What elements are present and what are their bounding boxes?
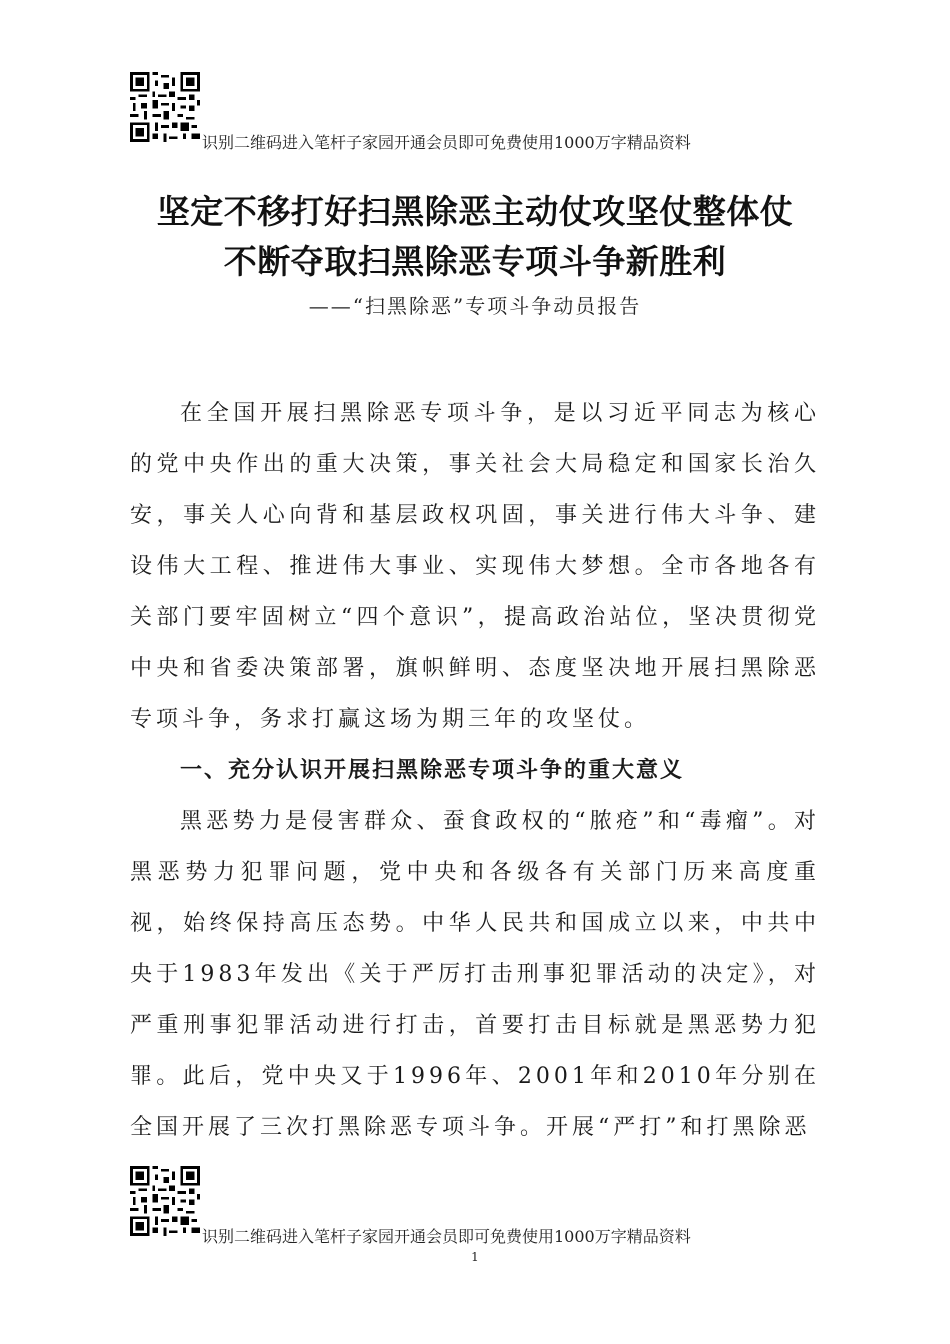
banner-text: 识别二维码进入笔杆子家园开通会员即可免费使用1000万字精品资料 [202, 1227, 691, 1246]
paragraph: 黑恶势力是侵害群众、蚕食政权的“脓疮”和“毒瘤”。对黑恶势力犯罪问题，党中央和各级各有关部门历来高度重视，始终保持高压态势。中华人民共和国成立以来，中共中央于1983年发出《关于严厉打击刑事犯罪活动的决定》，对严重刑事犯罪活动进行打击，首要打击目标就是黑恶势力犯罪。此后，党中央又于1996年、2001年和2010年分别在全国开展了三次打黑除恶专项斗争。开展“严打”和打黑除恶 [130, 809, 820, 1140]
document-title-line1: 坚定不移打好扫黑除恶主动仗攻坚仗整体仗 [156, 192, 794, 231]
qr-code-icon [130, 1166, 200, 1236]
qr-code-icon [130, 72, 200, 142]
paragraph: 在全国开展扫黑除恶专项斗争，是以习近平同志为核心的党中央作出的重大决策，事关社会大局稳定和国家长治久安，事关人心向背和基层政权巩固，事关进行伟大斗争、建设伟大工程、推进伟大事业、实现伟大梦想。全市各地各有关部门要牢固树立“四个意识”，提高政治站位，坚决贯彻党中央和省委决策部署，旗帜鲜明、态度坚决地开展扫黑除恶专项斗争，务求打赢这场为期三年的攻坚仗。 [130, 401, 820, 732]
banner-text: 识别二维码进入笔杆子家园开通会员即可免费使用1000万字精品资料 [202, 133, 691, 152]
document-subtitle: ——“扫黑除恶”专项斗争动员报告 [308, 294, 642, 318]
page-number: 1 [471, 1250, 479, 1264]
section-heading: 一、充分认识开展扫黑除恶专项斗争的重大意义 [180, 758, 685, 783]
document-body [130, 388, 820, 1153]
document-title-line2: 不断夺取扫黑除恶专项斗争新胜利 [223, 242, 727, 281]
